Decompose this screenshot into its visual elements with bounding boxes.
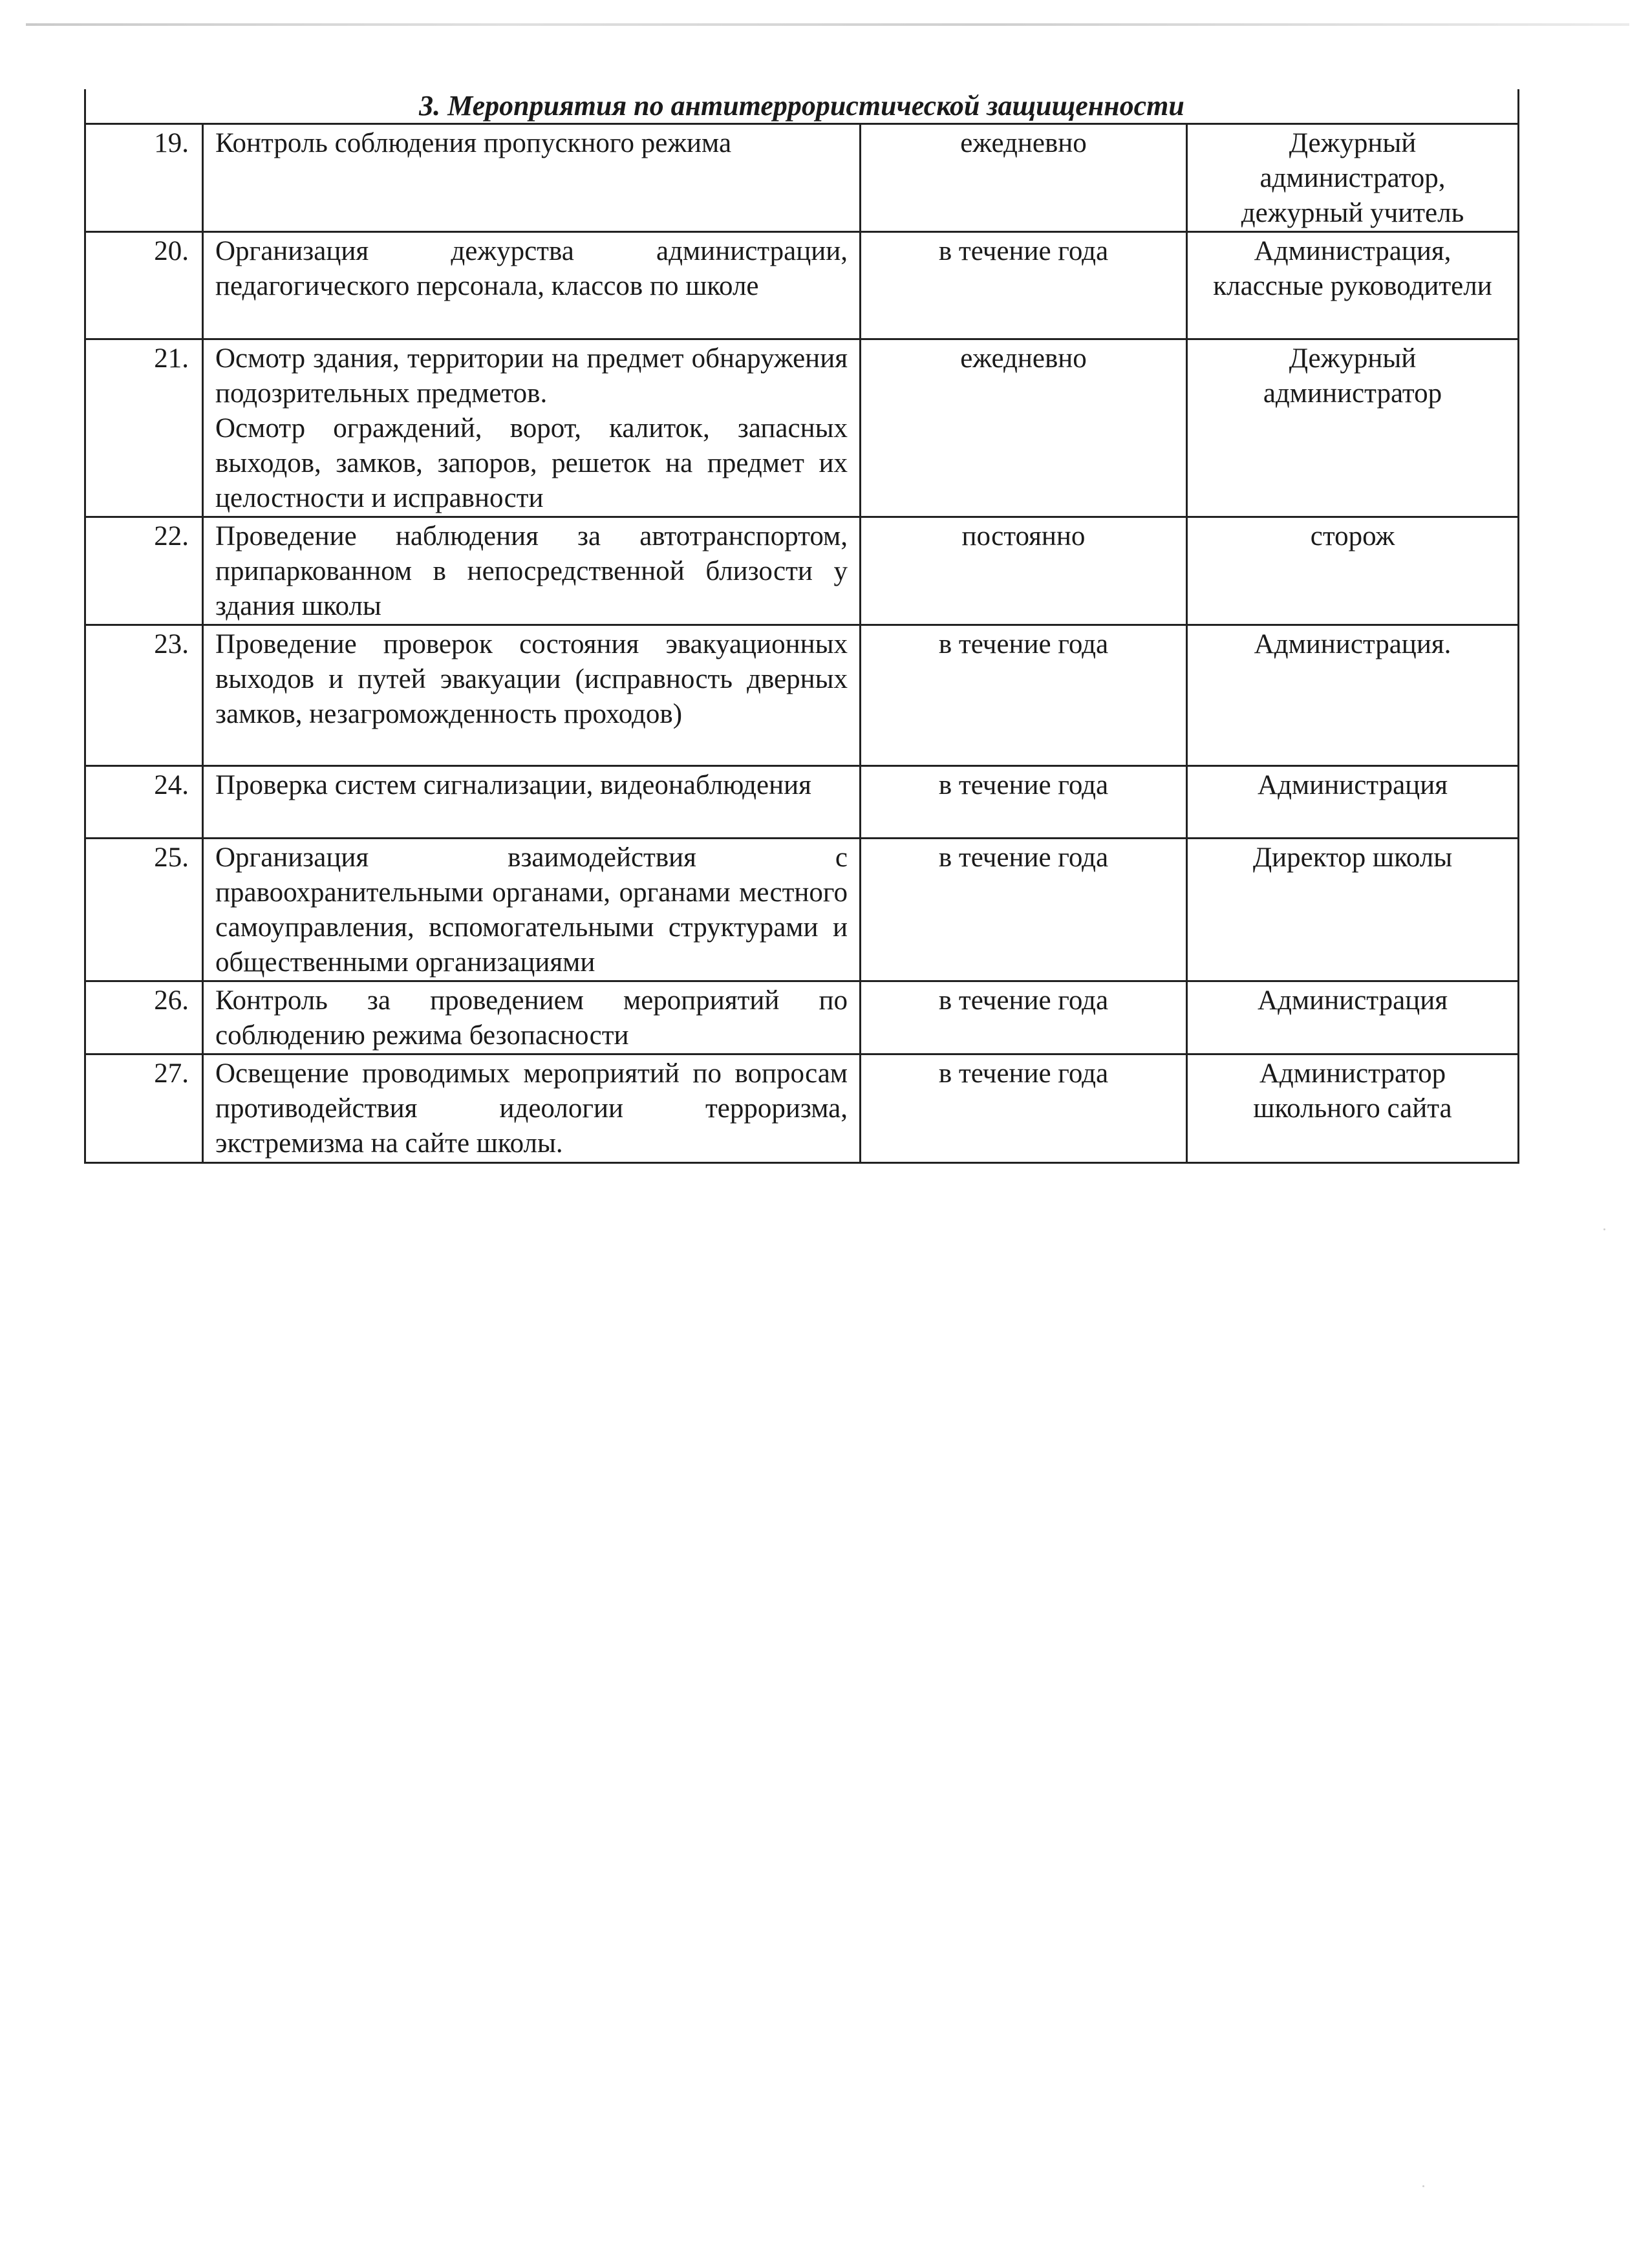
row-description <box>203 124 861 232</box>
row-responsible: Дежурный администратор <box>1187 339 1519 517</box>
scan-edge-artifact <box>26 23 1629 26</box>
description-paragraph: Контроль соблюдения пропускного режима <box>215 128 732 158</box>
row-description <box>203 232 861 339</box>
row-description <box>203 766 861 839</box>
description-paragraph: Освещение проводимых мероприятий по вопросам противодействия идеологии терроризма, экстремизма на сайте школы. <box>215 1058 848 1159</box>
table-row <box>85 766 1519 839</box>
row-responsible: Администрация <box>1187 981 1519 1054</box>
row-term: в течение года <box>861 625 1187 766</box>
row-description <box>203 839 861 981</box>
description-paragraph: Контроль за проведением мероприятий по соблюдению режима безопасности <box>215 985 848 1051</box>
row-term: ежедневно <box>861 124 1187 232</box>
section-title: 3. Мероприятия по антитеррористической защищенности <box>85 89 1519 124</box>
description-paragraph: Проведение проверок состояния эвакуационных выходов и путей эвакуации (исправность дверных замков, незагроможденность проходов) <box>215 629 848 729</box>
row-number: 25. <box>85 839 203 981</box>
row-number: 20. <box>85 232 203 339</box>
table-row <box>85 625 1519 766</box>
table-row <box>85 232 1519 339</box>
scan-speck <box>1603 1228 1605 1230</box>
table-row <box>85 981 1519 1054</box>
description-paragraph: Осмотр ограждений, ворот, калиток, запасных выходов, замков, запоров, решеток на предмет их целостности и исправности <box>215 413 848 513</box>
row-description <box>203 625 861 766</box>
row-responsible: сторож <box>1187 517 1519 625</box>
row-number: 24. <box>85 766 203 839</box>
description-paragraph: Проверка систем сигнализации, видеонаблюдения <box>215 770 811 800</box>
table-row <box>85 1054 1519 1163</box>
scan-speck <box>1422 2185 1424 2187</box>
row-description <box>203 1054 861 1163</box>
row-responsible: Администрация. <box>1187 625 1519 766</box>
row-responsible: Директор школы <box>1187 839 1519 981</box>
row-term: в течение года <box>861 981 1187 1054</box>
row-term: в течение года <box>861 839 1187 981</box>
row-term: в течение года <box>861 766 1187 839</box>
row-responsible: Дежурный администратор, дежурный учитель <box>1187 124 1519 232</box>
row-description <box>203 517 861 625</box>
description-paragraph: Организация взаимодействия с правоохранительными органами, органами местного самоуправления, вспомогательными структурами и общественными организациями <box>215 842 848 978</box>
row-number: 21. <box>85 339 203 517</box>
table-row <box>85 517 1519 625</box>
measures-table <box>84 89 1519 1164</box>
table-row <box>85 124 1519 232</box>
measures-table-body <box>85 89 1519 1163</box>
row-term: в течение года <box>861 232 1187 339</box>
row-number: 26. <box>85 981 203 1054</box>
row-term: постоянно <box>861 517 1187 625</box>
row-description <box>203 981 861 1054</box>
row-responsible: Администрация, классные руководители <box>1187 232 1519 339</box>
row-responsible: Администратор школьного сайта <box>1187 1054 1519 1163</box>
table-row <box>85 839 1519 981</box>
row-term: ежедневно <box>861 339 1187 517</box>
row-number: 22. <box>85 517 203 625</box>
table-row <box>85 339 1519 517</box>
description-paragraph: Проведение наблюдения за автотранспортом, припаркованном в непосредственной близости у здания школы <box>215 521 848 621</box>
description-paragraph: Организация дежурства администрации, педагогического персонала, классов по школе <box>215 236 848 301</box>
row-number: 19. <box>85 124 203 232</box>
row-responsible: Администрация <box>1187 766 1519 839</box>
section-header-row <box>85 89 1519 124</box>
row-term: в течение года <box>861 1054 1187 1163</box>
row-number: 23. <box>85 625 203 766</box>
row-description <box>203 339 861 517</box>
description-paragraph: Осмотр здания, территории на предмет обнаружения подозрительных предметов. <box>215 343 848 409</box>
row-number: 27. <box>85 1054 203 1163</box>
